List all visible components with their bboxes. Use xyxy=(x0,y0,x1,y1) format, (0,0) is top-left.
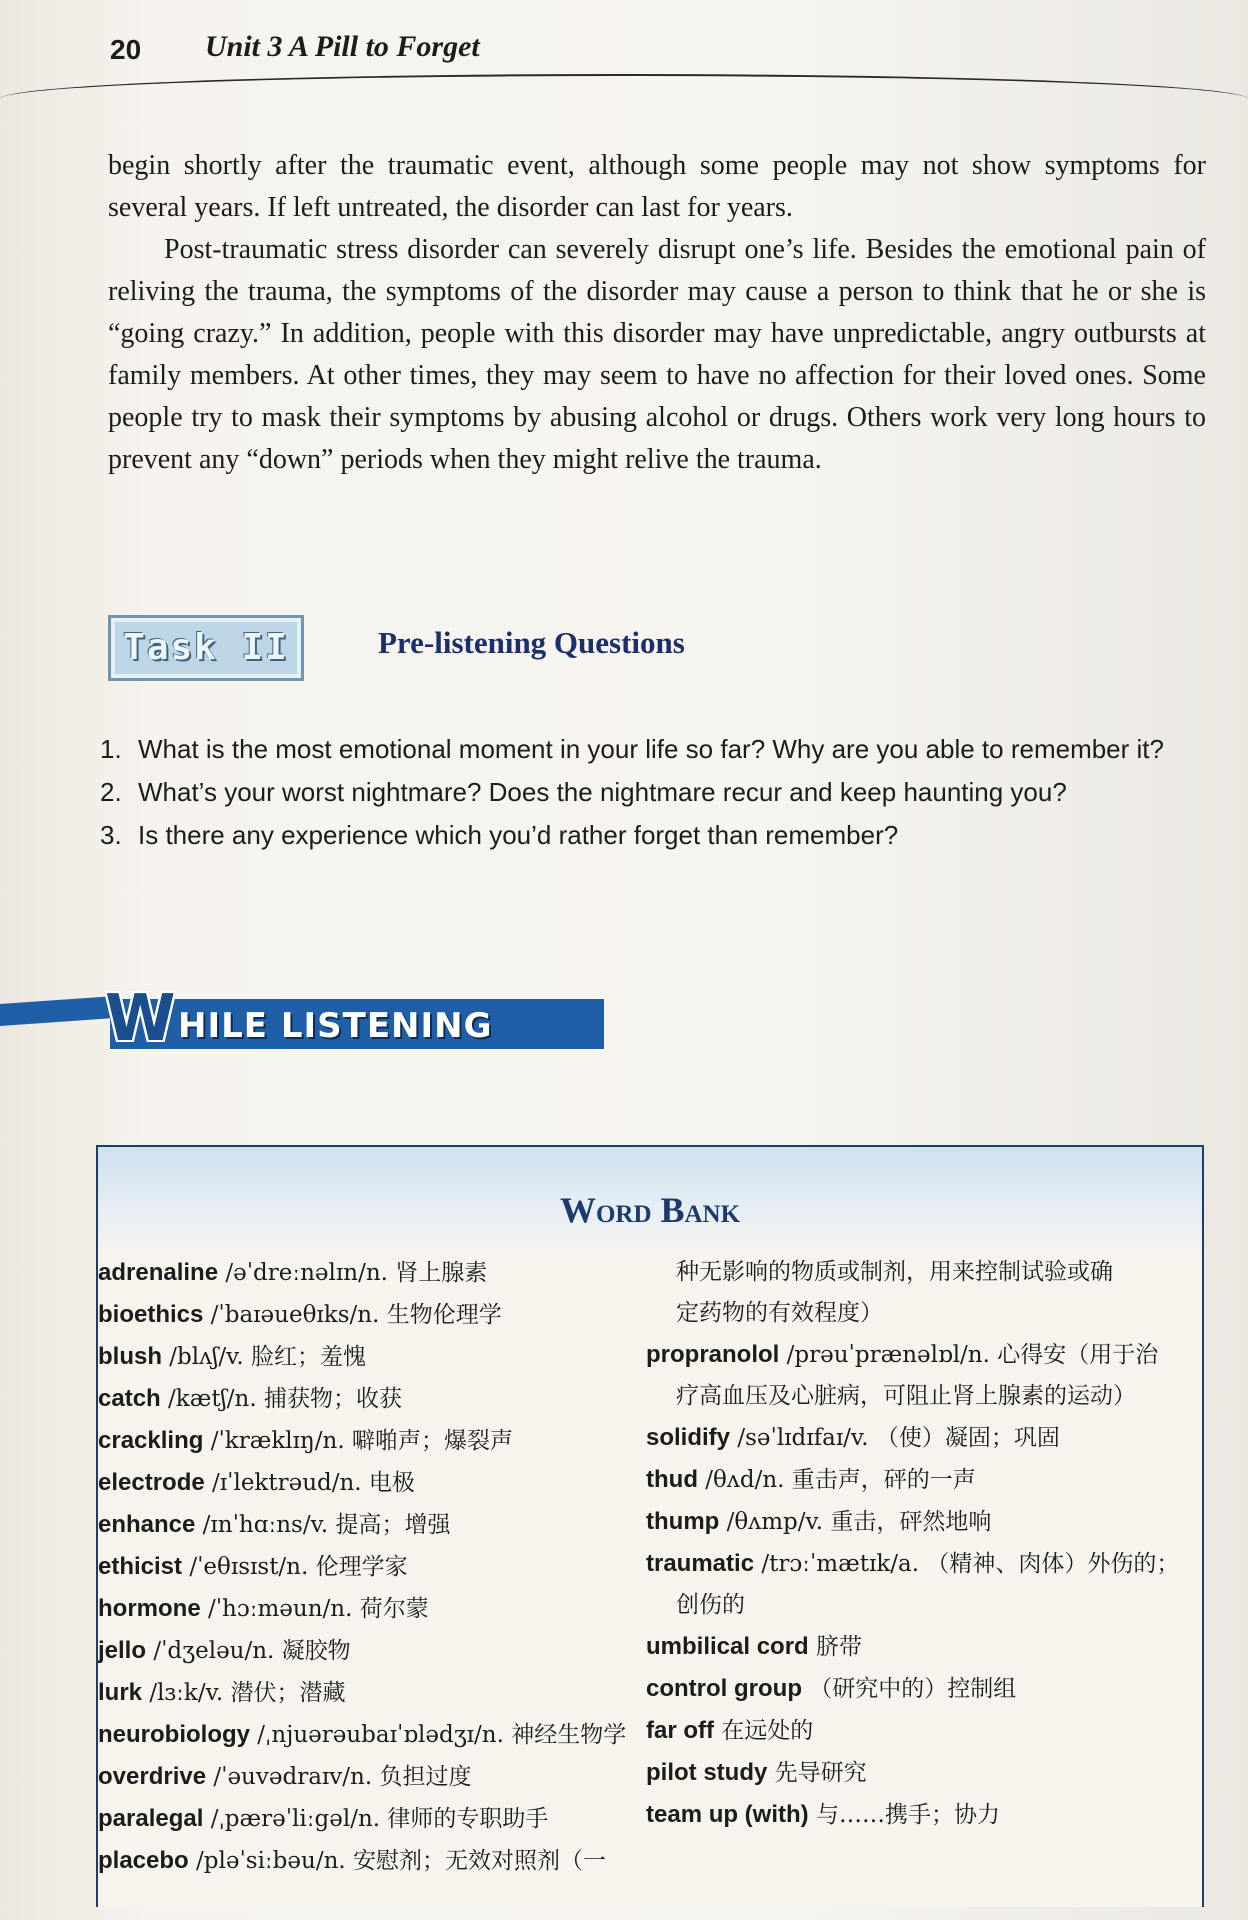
definition: /ˈeθɪsɪst/n. 伦理学家 xyxy=(182,1554,408,1580)
task-badge xyxy=(108,615,304,681)
headword: jello xyxy=(98,1637,147,1664)
headword: thud xyxy=(646,1466,698,1493)
headword: placebo xyxy=(98,1847,189,1874)
unit-title: Unit 3 A Pill to Forget xyxy=(205,30,480,63)
headword: traumatic xyxy=(646,1550,755,1577)
headword: team up (with) xyxy=(646,1801,809,1828)
definition: /lɜːk/v. 潜伏；潜藏 xyxy=(142,1680,346,1706)
banner-initial: W xyxy=(105,982,176,1056)
entry-continuation: 创伤的 xyxy=(676,1592,745,1618)
word-entry xyxy=(98,1378,638,1420)
definition: /θʌmp/v. 重击，砰然地响 xyxy=(719,1509,992,1535)
word-entry xyxy=(646,1334,1202,1376)
word-entry xyxy=(98,1504,638,1546)
word-entry xyxy=(646,1543,1202,1585)
word-entry xyxy=(98,1672,638,1714)
entry-continuation: 种无影响的物质或制剂，用来控制试验或确 xyxy=(676,1259,1113,1285)
question-item xyxy=(100,771,1210,814)
word-entry xyxy=(98,1420,638,1462)
definition: /θʌd/n. 重击声，砰的一声 xyxy=(697,1467,976,1493)
headword: blush xyxy=(98,1343,162,1370)
definition: /ˈəuvədraɪv/n. 负担过度 xyxy=(206,1764,472,1790)
headword: solidify xyxy=(646,1424,731,1451)
word-entry xyxy=(646,1417,1202,1459)
headword: catch xyxy=(98,1385,161,1412)
headword: hormone xyxy=(98,1595,201,1622)
question-list xyxy=(100,728,1210,857)
word-entry xyxy=(98,1756,638,1798)
definition: /ˈdʒeləu/n. 凝胶物 xyxy=(146,1638,351,1664)
question-number: 1. xyxy=(100,734,122,764)
banner-stripe xyxy=(0,996,115,1026)
headword: control group xyxy=(646,1675,802,1702)
page-number: 20 xyxy=(110,34,142,65)
word-entry xyxy=(646,1668,1202,1710)
task-section xyxy=(108,615,1208,685)
headword: paralegal xyxy=(98,1805,204,1832)
definition: /ˌnjuərəubaɪˈɒlədʒɪ/n. 神经生物学 xyxy=(250,1722,627,1748)
entry-continuation: 定药物的有效程度） xyxy=(676,1300,883,1326)
word-entry xyxy=(98,1462,638,1504)
headword: electrode xyxy=(98,1469,205,1496)
word-entry xyxy=(98,1294,638,1336)
definition: /ˈhɔːməun/n. 荷尔蒙 xyxy=(200,1596,429,1622)
header-divider xyxy=(0,74,1248,116)
entry-continuation: 疗高血压及心脏病，可阻止肾上腺素的运动） xyxy=(676,1383,1136,1409)
word-entry xyxy=(646,1710,1202,1752)
word-entry xyxy=(646,1459,1202,1501)
definition: /ˌpærəˈliːgəl/n. 律师的专职助手 xyxy=(203,1806,549,1832)
definition: /əˈdreːnəlɪn/n. 肾上腺素 xyxy=(218,1260,488,1286)
headword: bioethics xyxy=(98,1301,204,1328)
headword: pilot study xyxy=(646,1759,768,1786)
definition: 与……携手；协力 xyxy=(808,1802,1000,1828)
definition: /prəuˈprænəlɒl/n. 心得安（用于治 xyxy=(779,1342,1159,1368)
headword: umbilical cord xyxy=(646,1633,809,1660)
definition: /ˈkræklɪŋ/n. 噼啪声；爆裂声 xyxy=(203,1428,513,1454)
question-text: What is the most emotional moment in your life so far? Why are you able to remember it? xyxy=(138,734,1164,764)
question-text: Is there any experience which you’d rather forget than remember? xyxy=(138,820,899,850)
headword: neurobiology xyxy=(98,1721,250,1748)
definition: /trɔːˈmætɪk/a. （精神、肉体）外伤的； xyxy=(754,1551,1180,1577)
definition: /ɪnˈhɑːns/v. 提高；增强 xyxy=(195,1512,451,1538)
word-bank-right-column xyxy=(646,1252,1202,1836)
word-entry xyxy=(646,1626,1202,1668)
headword: enhance xyxy=(98,1511,196,1538)
word-entry xyxy=(98,1546,638,1588)
definition: 在远处的 xyxy=(714,1718,814,1744)
headword: adrenaline xyxy=(98,1259,219,1286)
task-heading: Pre-listening Questions xyxy=(378,625,685,660)
headword: crackling xyxy=(98,1427,204,1454)
definition: /ˈbaɪəueθɪks/n. 生物伦理学 xyxy=(203,1302,502,1328)
headword: far off xyxy=(646,1717,714,1744)
word-bank xyxy=(96,1145,1204,1907)
definition: 先导研究 xyxy=(767,1760,867,1786)
section-title: HILE LISTENING xyxy=(178,1006,493,1046)
word-bank-title: Word Bank xyxy=(559,1190,741,1230)
question-number: 2. xyxy=(100,777,122,807)
word-entry xyxy=(98,1252,638,1294)
headword: ethicist xyxy=(98,1553,183,1580)
paragraph: begin shortly after the traumatic event, although some people may not show symptoms for several years. If left untreated, the disorder can last for years. xyxy=(108,150,1206,223)
definition: （研究中的）控制组 xyxy=(801,1676,1017,1702)
word-bank-left-column xyxy=(98,1252,638,1882)
page-header xyxy=(110,30,1210,74)
word-entry xyxy=(646,1752,1202,1794)
definition: /ɪˈlektrəud/n. 电极 xyxy=(204,1470,415,1496)
headword: lurk xyxy=(98,1679,143,1706)
question-number: 3. xyxy=(100,820,122,850)
word-entry xyxy=(98,1336,638,1378)
word-entry xyxy=(98,1798,638,1840)
headword: overdrive xyxy=(98,1763,207,1790)
question-item xyxy=(100,728,1210,771)
paragraph: Post-traumatic stress disorder can severely disrupt one’s life. Besides the emotional pain of reliving the trauma, the symptoms of the disorder may cause a person to think that he or she is “going crazy.” In addition, people with this disorder may have unpredictable, angry outbursts at family members. At other times, they may seem to have no affection for their loved ones. Some people try to mask their symptoms by abusing alcohol or drugs. Others work very long hours to prevent any “down” periods when they might relive the trauma. xyxy=(108,234,1206,475)
task-label: Task II xyxy=(123,627,289,668)
question-text: What’s your worst nightmare? Does the nightmare recur and keep haunting you? xyxy=(138,777,1067,807)
section-banner xyxy=(0,982,610,1060)
headword: thump xyxy=(646,1508,720,1535)
word-entry xyxy=(98,1714,638,1756)
body-text xyxy=(108,145,1206,481)
definition: /pləˈsiːbəu/n. 安慰剂；无效对照剂（一 xyxy=(188,1848,607,1874)
question-item xyxy=(100,814,1210,857)
definition: 脐带 xyxy=(808,1634,863,1660)
word-entry xyxy=(98,1840,638,1882)
definition: /blʌʃ/v. 脸红；羞愧 xyxy=(162,1344,367,1370)
headword: propranolol xyxy=(646,1341,780,1368)
definition: /kætʃ/n. 捕获物；收获 xyxy=(160,1386,402,1412)
word-entry xyxy=(646,1501,1202,1543)
word-entry xyxy=(98,1588,638,1630)
definition: /səˈlɪdɪfaɪ/v. （使）凝固；巩固 xyxy=(730,1425,1060,1451)
word-entry xyxy=(98,1630,638,1672)
word-entry xyxy=(646,1794,1202,1836)
